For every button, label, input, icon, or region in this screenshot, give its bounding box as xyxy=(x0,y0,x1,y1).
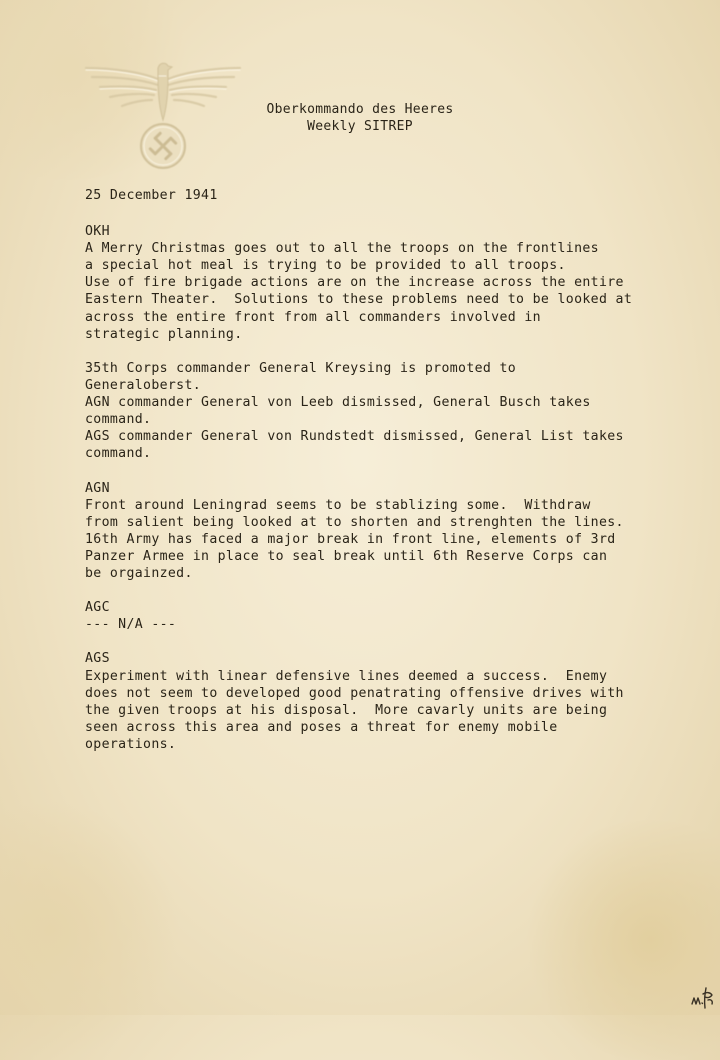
report-line: be orgainzed. xyxy=(85,565,193,581)
report-line: Front around Leningrad seems to be stablizing some. Withdraw xyxy=(85,497,591,513)
report-line: from salient being looked at to shorten and strenghten the lines. xyxy=(85,514,624,530)
report-line: Experiment with linear defensive lines deemed a success. Enemy xyxy=(85,668,608,684)
document-header xyxy=(240,101,480,135)
report-line: does not seem to developed good penatrating offensive drives with xyxy=(85,685,624,701)
section-heading: AGN xyxy=(85,480,110,496)
paper-stain xyxy=(520,820,720,1060)
section-agn xyxy=(85,480,685,583)
section-heading: AGC xyxy=(85,600,110,616)
personnel-line: command. xyxy=(85,412,152,428)
report-line: across the entire front from all commanders involved in xyxy=(85,309,541,325)
header-subtitle: Weekly SITREP xyxy=(307,119,413,134)
report-line: seen across this area and poses a threat for enemy mobile xyxy=(85,719,558,735)
report-line: A Merry Christmas goes out to all the troops on the frontlines xyxy=(85,241,599,257)
section-agc xyxy=(85,599,685,633)
report-line: a special hot meal is trying to be provided to all troops. xyxy=(85,258,566,274)
section-ags xyxy=(85,650,685,753)
report-line: Panzer Armee in place to seal break until 6th Reserve Corps can xyxy=(85,548,608,564)
personnel-line: AGN commander General von Leeb dismissed, General Busch takes xyxy=(85,395,591,411)
header-title: Oberkommando des Heeres xyxy=(266,102,454,117)
section-okh xyxy=(85,223,685,462)
report-line: --- N/A --- xyxy=(85,617,177,633)
report-line: Use of fire brigade actions are on the increase across the entire xyxy=(85,275,624,291)
personnel-line: 35th Corps commander General Kreysing is promoted to xyxy=(85,360,517,376)
report-date: 25 December 1941 xyxy=(85,188,218,203)
eagle-emblem-icon xyxy=(82,58,244,178)
section-heading: AGS xyxy=(85,651,110,667)
personnel-line: Generaloberst. xyxy=(85,377,202,393)
report-line: 16th Army has faced a major break in front line, elements of 3rd xyxy=(85,531,616,547)
report-body xyxy=(85,187,685,753)
paper-stain xyxy=(0,800,180,1060)
report-line: the given troops at his disposal. More cavarly units are being xyxy=(85,702,608,718)
signature-initials-icon xyxy=(690,982,716,1010)
report-line: Eastern Theater. Solutions to these problems need to be looked at xyxy=(85,292,633,308)
section-heading: OKH xyxy=(85,224,110,240)
personnel-line: command. xyxy=(85,446,152,462)
report-line: strategic planning. xyxy=(85,326,243,342)
report-line: operations. xyxy=(85,736,177,752)
personnel-line: AGS commander General von Rundstedt dismissed, General List takes xyxy=(85,429,624,445)
